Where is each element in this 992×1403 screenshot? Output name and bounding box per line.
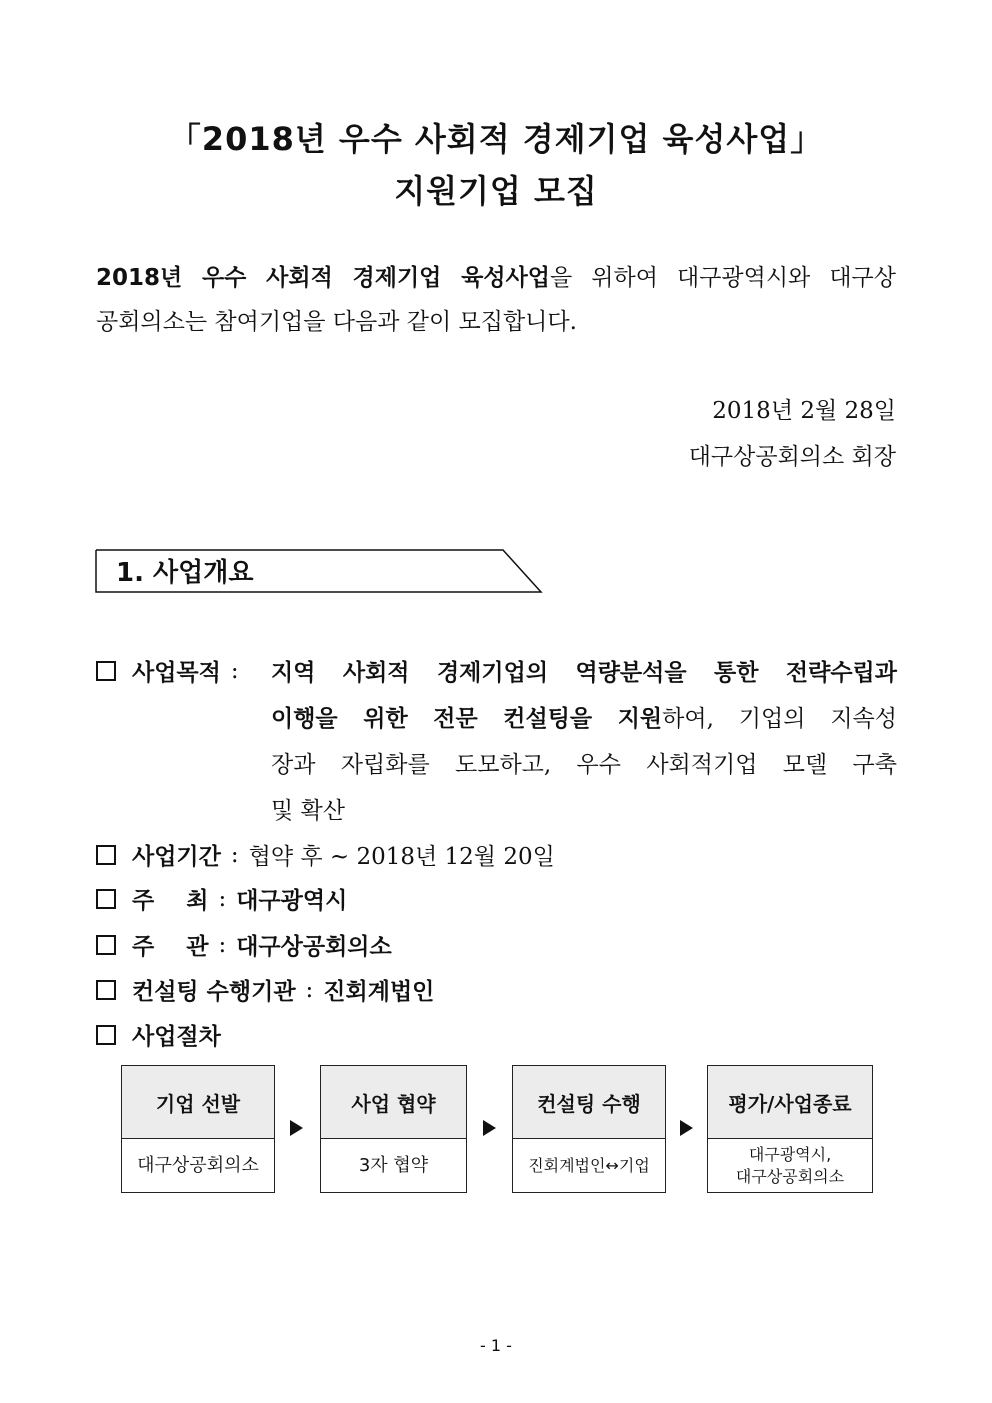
step-4: [707, 1065, 873, 1193]
page-number: - 1 -: [480, 1336, 512, 1355]
step-body-line2: 대구상공회의소: [735, 1166, 845, 1186]
checkbox-icon: [96, 661, 116, 681]
intro-bold: 2018년 우수 사회적 경제기업 육성사업: [96, 265, 551, 291]
purpose-line2-rest: 하여, 기업의 지속성: [662, 706, 897, 732]
checkbox-icon: [96, 889, 116, 909]
purpose-line1-text: 지역 사회적 경제기업의 역량분석을 통한 전략수립과: [271, 660, 897, 686]
arrow-right-icon: [290, 1120, 303, 1136]
host-value: 대구광역시: [236, 888, 348, 914]
arrow-right-icon: [680, 1120, 693, 1136]
colon: :: [230, 841, 239, 868]
section-title: 1. 사업개요: [116, 558, 254, 588]
step-body: 3자 협약: [358, 1154, 429, 1176]
host-label: 주 최: [132, 888, 209, 914]
intro-line2: 공회의소는 참여기업을 다음과 같이 모집합니다.: [96, 309, 577, 335]
procedure-row: [96, 1018, 221, 1051]
step-title: 사업 협약: [321, 1066, 466, 1139]
checkbox-icon: [96, 1025, 116, 1045]
colon: :: [218, 931, 227, 958]
purpose-row: [96, 654, 249, 687]
step-2: [320, 1065, 467, 1193]
procedure-label: 사업절차: [132, 1024, 221, 1050]
colon: :: [230, 657, 239, 684]
host-row: [96, 882, 347, 915]
period-value: 협약 후 ~ 2018년 12월 20일: [248, 844, 555, 870]
document-title-line1: 「2018년 우수 사회적 경제기업 육성사업」: [168, 120, 824, 158]
signature: 대구상공회의소 회장: [688, 444, 896, 470]
purpose-line2-bold: 이행을 위한 전문 컨설팅을 지원: [271, 706, 663, 732]
step-1: [121, 1065, 275, 1193]
step-body-line1: 대구광역시,: [748, 1144, 832, 1164]
consultant-label: 컨설팅 수행기관: [132, 979, 296, 1005]
announcement-date: 2018년 2월 28일: [712, 398, 896, 424]
purpose-line1: [271, 654, 897, 687]
organizer-label: 주 관: [132, 934, 209, 960]
checkbox-icon: [96, 935, 116, 955]
step-title: 컨설팅 수행: [513, 1066, 665, 1139]
document-title-line2: 지원기업 모집: [394, 172, 598, 210]
arrow-right-icon: [483, 1120, 496, 1136]
step-body: [708, 1139, 872, 1192]
intro-line1: [96, 254, 896, 302]
period-label: 사업기간: [132, 844, 221, 870]
checkbox-icon: [96, 845, 116, 865]
organizer-row: [96, 928, 392, 961]
consultant-value: 진회계법인: [323, 979, 435, 1005]
period-row: [96, 838, 555, 871]
intro-rest: 을 위하여 대구광역시와 대구상: [550, 265, 896, 291]
purpose-line2: [271, 700, 897, 733]
step-title: 기업 선발: [122, 1066, 274, 1139]
purpose-label: 사업목적: [132, 660, 221, 686]
step-title: 평가/사업종료: [708, 1066, 872, 1139]
purpose-line4: 및 확산: [271, 798, 345, 824]
colon: :: [305, 976, 314, 1003]
step-3: [512, 1065, 666, 1193]
step-body: 대구상공회의소: [137, 1154, 259, 1176]
consultant-row: [96, 973, 434, 1006]
step-body: 진회계법인↔기업: [528, 1155, 650, 1175]
checkbox-icon: [96, 980, 116, 1000]
purpose-line3: 장과 자립화를 도모하고, 우수 사회적기업 모델 구축: [271, 752, 897, 778]
organizer-value: 대구상공회의소: [236, 934, 392, 960]
colon: :: [218, 885, 227, 912]
